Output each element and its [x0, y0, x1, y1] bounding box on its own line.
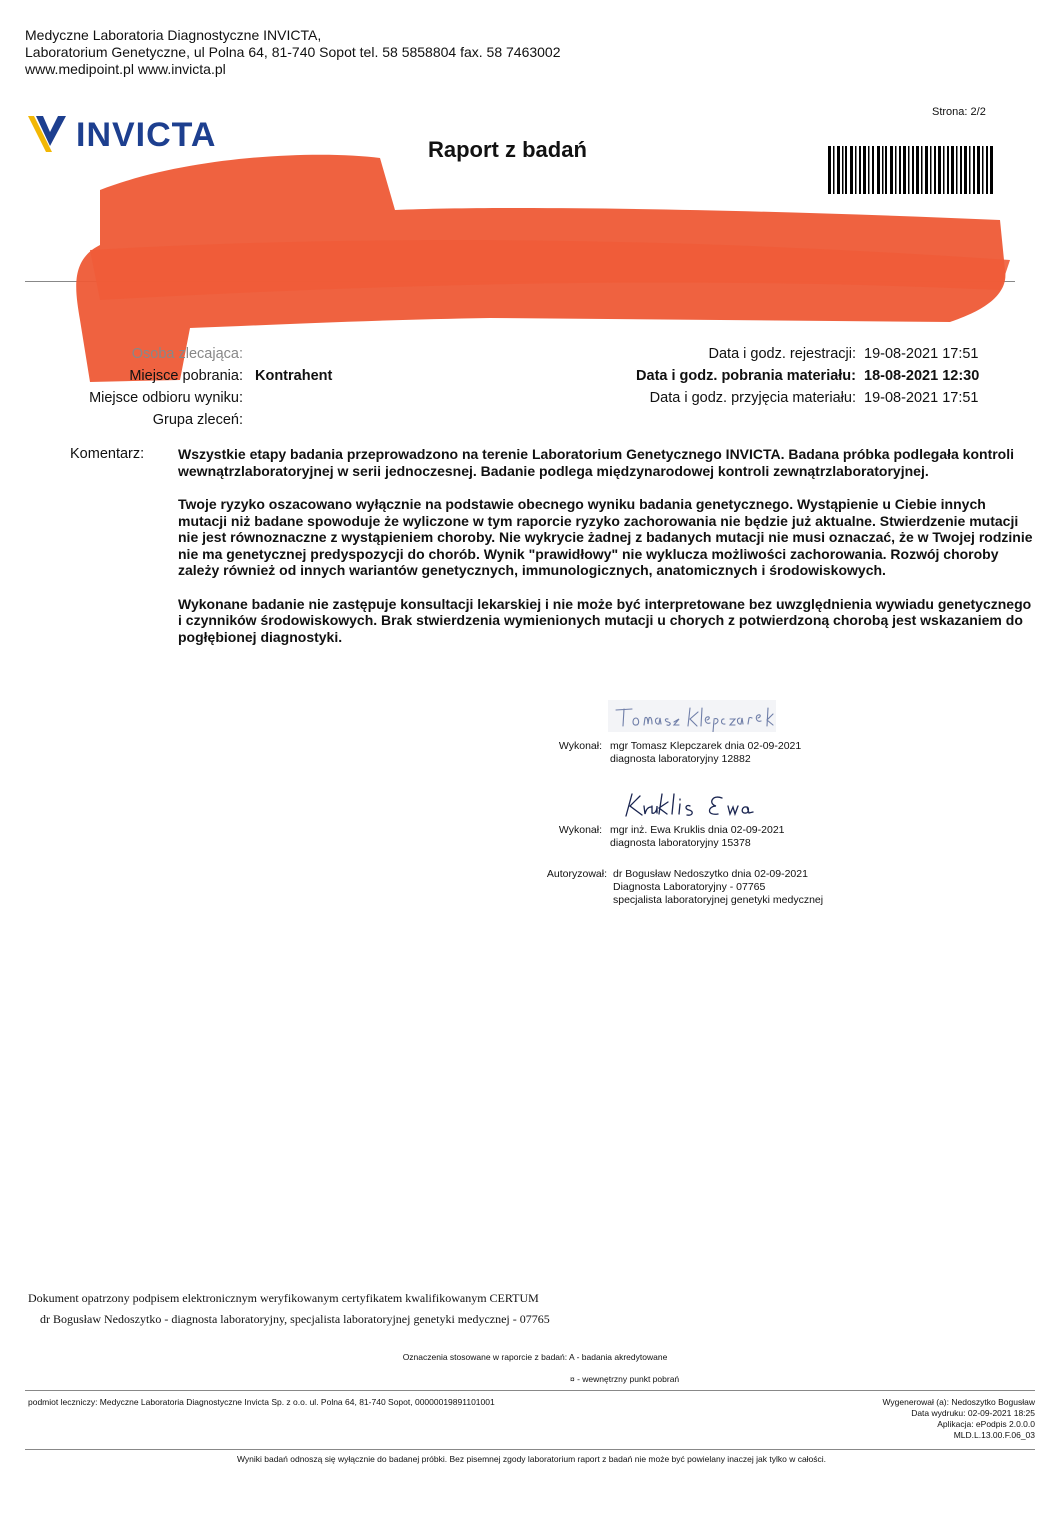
handwritten-signature-tomasz [608, 700, 776, 732]
legend-accredited: Oznaczenia stosowane w raporcie z badań: A - badania akredytowane [402, 1352, 668, 1362]
page-number: Strona: 2/2 [932, 106, 986, 118]
pobranie-label: Data i godz. pobrania materiału: [636, 368, 856, 384]
disclaimer: Wyniki badań odnoszą się wyłącznie do badanej próbki. Bez pisemnej zgody laboratorium raport z badań nie może być powielany inaczej jak tylko w całości. [236, 1454, 827, 1464]
auth-title: Diagnosta Laboratoryjny - 07765 [613, 881, 766, 893]
sig2-label: Wykonał: [558, 824, 602, 836]
sig1-name: mgr Tomasz Klepczarek dnia 02-09-2021 [610, 740, 802, 752]
rejestracja-label: Data i godz. rejestracji: [708, 346, 856, 362]
auth-specialization: specjalista laboratoryjnej genetyki medycznej [613, 894, 824, 906]
miejsce-pobrania-value: Kontrahent [255, 368, 333, 384]
sig2-title: diagnosta laboratoryjny 15378 [610, 837, 751, 849]
lab-name: Medyczne Laboratoria Diagnostyczne INVICTA, [25, 27, 322, 43]
lab-header [25, 27, 561, 78]
rejestracja-value: 19-08-2021 17:51 [864, 346, 979, 362]
sig2-name: mgr inż. Ewa Kruklis dnia 02-09-2021 [610, 824, 785, 836]
komentarz-paragraph: Twoje ryzyko oszacowano wyłącznie na podstawie obecnego wyniku badania genetycznego. Wystąpienie u Ciebie innych mutacji niż badane spowoduje że wyliczone w tym raporcie ryzyko zachorowania nie będzie już aktualne. Stwierdzenie mutacji nie jest równoznaczne z wystąpieniem choroby. Nie wykrycie żadnej z badanych mutacji nie musi oznaczać, że w Twojej rodzinie nie ma genetycznej predyspozycji do chorób. Wynik "prawidłowy" nie wyklucza możliwości zachorowania. Rozwój choroby zależy również od innych wariantów genetycznych, immunologicznych, anatomicznych i środowiskowych. [178, 496, 1033, 578]
miejsce-pobrania-label: Miejsce pobrania: [129, 368, 243, 384]
handwritten-signature-ewa [622, 790, 762, 820]
grupa-zlecen-label: Grupa zleceń: [152, 412, 243, 428]
footer-divider-top [25, 1390, 1035, 1391]
auth-name: dr Bogusław Nedoszytko dnia 02-09-2021 [613, 868, 808, 880]
generated-by: Wygenerował (a): Nedoszytko Bogusław [882, 1397, 1035, 1407]
pobranie-value: 18-08-2021 12:30 [864, 368, 980, 384]
przyjecie-value: 19-08-2021 17:51 [864, 390, 979, 406]
auth-label: Autoryzował: [546, 868, 607, 880]
osoba-zlecajaca-label: Osoba zlecająca: [131, 346, 243, 362]
komentarz-label: Komentarz: [70, 446, 145, 462]
logo-text: INVICTA [76, 116, 217, 154]
komentarz-paragraph: Wszystkie etapy badania przeprowadzono na terenie Laboratorium Genetycznego INVICTA. Badana próbka podlegała kontroli wewnątrzlaboratoryjnej w serii jednoczesnej. Badanie podlega międzynarodowej kontroli zewnątrzlaboratoryjnej. [178, 446, 1015, 479]
form-code: MLD.L.13.00.F.06_03 [953, 1430, 1035, 1440]
lab-websites: www.medipoint.pl www.invicta.pl [25, 61, 226, 77]
invicta-logo-icon [26, 110, 74, 158]
komentarz-text [178, 446, 1033, 662]
miejsce-odbioru-label: Miejsce odbioru wyniku: [89, 390, 243, 406]
application-version: Aplikacja: ePodpis 2.0.0.0 [937, 1419, 1035, 1429]
signature-image [608, 700, 776, 732]
sig1-title: diagnosta laboratoryjny 12882 [610, 753, 751, 765]
przyjecie-label: Data i godz. przyjęcia materiału: [649, 390, 856, 406]
komentarz-paragraph: Wykonane badanie nie zastępuje konsultacji lekarskiej i nie może być interpretowane bez uwzględnienia wywiadu genetycznego i czynników środowiskowych. Brak stwierdzenia wymienionych mutacji u chorych z potwierdzoną chorobą jest wskazaniem do pogłębionej diagnostyki. [178, 595, 1032, 645]
sig1-label: Wykonał: [558, 740, 602, 752]
certificate-signer: dr Bogusław Nedoszytko - diagnosta laboratoryjny, specjalista laboratoryjnej genetyki medycznej - 07765 [40, 1312, 550, 1326]
lab-address: Laboratorium Genetyczne, ul Polna 64, 81-740 Sopot tel. 58 5858804 fax. 58 7463002 [25, 44, 561, 60]
entity-info: podmiot leczniczy: Medyczne Laboratoria Diagnostyczne Invicta Sp. z o.o. ul. Polna 64, 81-740 Sopot, 00000019891101001 [28, 1397, 495, 1407]
print-date: Data wydruku: 02-09-2021 18:25 [911, 1408, 1035, 1418]
certificate-note: Dokument opatrzony podpisem elektronicznym weryfikowanym certyfikatem kwalifikowanym CERTUM [28, 1291, 539, 1305]
footer-divider-bottom [25, 1449, 1035, 1450]
report-title: Raport z badań [428, 137, 587, 162]
legend-internal-point: ¤ - wewnętrzny punkt pobrań [570, 1374, 680, 1384]
